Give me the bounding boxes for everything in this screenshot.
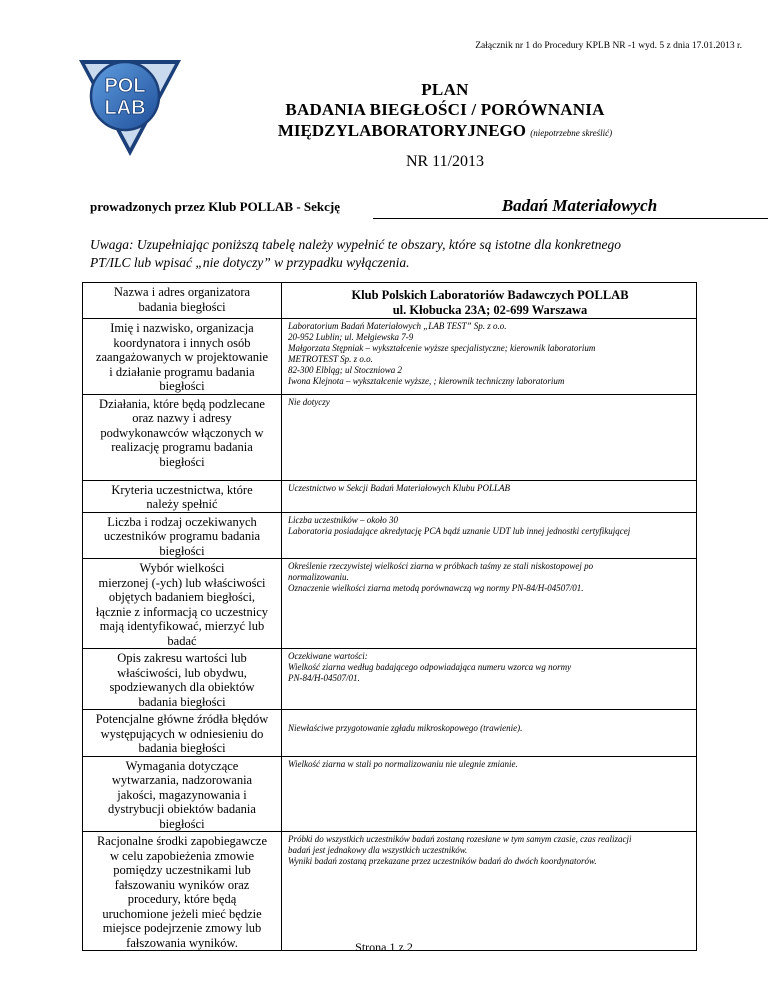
pollab-logo: [75, 52, 185, 162]
row-value: Oczekiwane wartości: Wielkość ziarna według badającego odpowiadająca numeru wzorca wg normy PN-84/H-04507/01.: [282, 649, 697, 710]
table-row: [83, 756, 697, 832]
row-label: Wybór wielkości mierzonej (-ych) lub właściwości objętych badaniem biegłości, łącznie z informacją co uczestnicy mają identyfikować, mierzyć lub badać: [83, 559, 282, 649]
page-number: Strona 1 z 2: [355, 940, 413, 954]
row-value: Określenie rzeczywistej wielkości ziarna w próbkach taśmy ze stali niskostopowej po normalizowaniu. Oznaczenie wielkości ziarna metodą porównawczą wg normy PN-84/H-04507/01.: [282, 559, 697, 649]
table-row: [83, 710, 697, 757]
table-row: [83, 832, 697, 951]
conducted-by: [90, 196, 690, 220]
svg-text:LAB: LAB: [104, 97, 146, 119]
row-value: Liczba uczestników – około 30 Laboratoria posiadające akredytację PCA bądź uznanie UDT lub innej jednostki certyfikującej: [282, 512, 697, 559]
table-row: [83, 649, 697, 710]
plan-number: NR 11/2013: [405, 153, 485, 170]
row-value: Uczestnictwo w Sekcji Badań Materiałowych Klubu POLLAB: [282, 480, 697, 512]
row-label: Potencjalne główne źródła błędów występujących w odniesieniu do badania biegłości: [83, 710, 282, 757]
table-row: [83, 319, 697, 395]
row-label: Wymagania dotyczące wytwarzania, nadzorowania jakości, magazynowania i dystrybucji obiektów badania biegłości: [83, 756, 282, 832]
title-block: [200, 80, 690, 172]
row-value: Klub Polskich Laboratoriów Badawczych POLLAB ul. Kłobucka 23A; 02-699 Warszawa: [282, 283, 697, 319]
table-row: [83, 559, 697, 649]
row-label: Liczba i rodzaj oczekiwanych uczestników programu badania biegłości: [83, 512, 282, 559]
table-row: [83, 283, 697, 319]
plan-title: PLAN: [421, 80, 469, 99]
row-label: Imię i nazwisko, organizacja koordynatora i innych osób zaangażowanych w projektowanie i działanie programu badania biegłości: [83, 319, 282, 395]
row-value: Nie dotyczy: [282, 394, 697, 480]
section-name: Badań Materiałowych: [373, 196, 768, 219]
attachment-note: Załącznik nr 1 do Procedury KPLB NR -1 wyd. 5 z dnia 17.01.2013 r.: [475, 41, 742, 51]
row-label: Działania, które będą podzlecane oraz nazwy i adresy podwykonawców włączonych w realizację programu badania biegłości: [83, 394, 282, 480]
instruction-note: Uwaga: Uzupełniając poniższą tabelę należy wypełnić te obszary, które są istotne dla konkretnego PT/ILC lub wpisać „nie dotyczy” w przypadku wyłączenia.: [90, 237, 622, 270]
plan-subtitle: BADANIA BIEGŁOŚCI / PORÓWNANIA: [285, 100, 605, 119]
plan-subtitle-2: MIĘDZYLABORATORYJNEGO (niepotrzebne skreślić): [277, 121, 613, 140]
row-value: Niewłaściwe przygotowanie zgładu mikroskopowego (trawienie).: [282, 710, 697, 757]
plan-table: [82, 282, 697, 951]
svg-text:POL: POL: [104, 75, 146, 97]
row-value: Wielkość ziarna w stali po normalizowaniu nie ulegnie zmianie.: [282, 756, 697, 832]
table-row: [83, 394, 697, 480]
strike-note: (niepotrzebne skreślić): [530, 128, 613, 138]
row-value: Próbki do wszystkich uczestników badań zostaną rozesłane w tym samym czasie, czas realizacji badań jest jednakowy dla wszystkich uczestników. Wyniki badań zostaną przekazane przez uczestników badań do dwóch koordynatorów.: [282, 832, 697, 951]
table-row: [83, 480, 697, 512]
row-value: Laboratorium Badań Materiałowych „LAB TEST” Sp. z o.o. 20-952 Lublin; ul. Mełgiewska 7-9 Małgorzata Stępniak – wykształcenie wyższe specjalistyczne; kierownik laboratorium METROTEST Sp. z o.o. 82-300 Elbląg; ul Stoczniowa 2 Iwona Klejnota – wykształcenie wyższe, ; kierownik techniczny laboratorium: [282, 319, 697, 395]
row-label: Nazwa i adres organizatora badania biegłości: [83, 283, 282, 319]
table-row: [83, 512, 697, 559]
row-label: Racjonalne środki zapobiegawcze w celu zapobieżenia zmowie pomiędzy uczestnikami lub fałszowaniu wyników oraz procedury, które będą uruchomione jeżeli mieć będzie miejsce podejrzenie zmowy lub fałszowania wyników.: [83, 832, 282, 951]
row-label: Opis zakresu wartości lub właściwości, lub obydwu, spodziewanych dla obiektów badania biegłości: [83, 649, 282, 710]
conducted-by-label: prowadzonych przez Klub POLLAB - Sekcję: [90, 199, 341, 214]
row-label: Kryteria uczestnictwa, które należy spełnić: [83, 480, 282, 512]
